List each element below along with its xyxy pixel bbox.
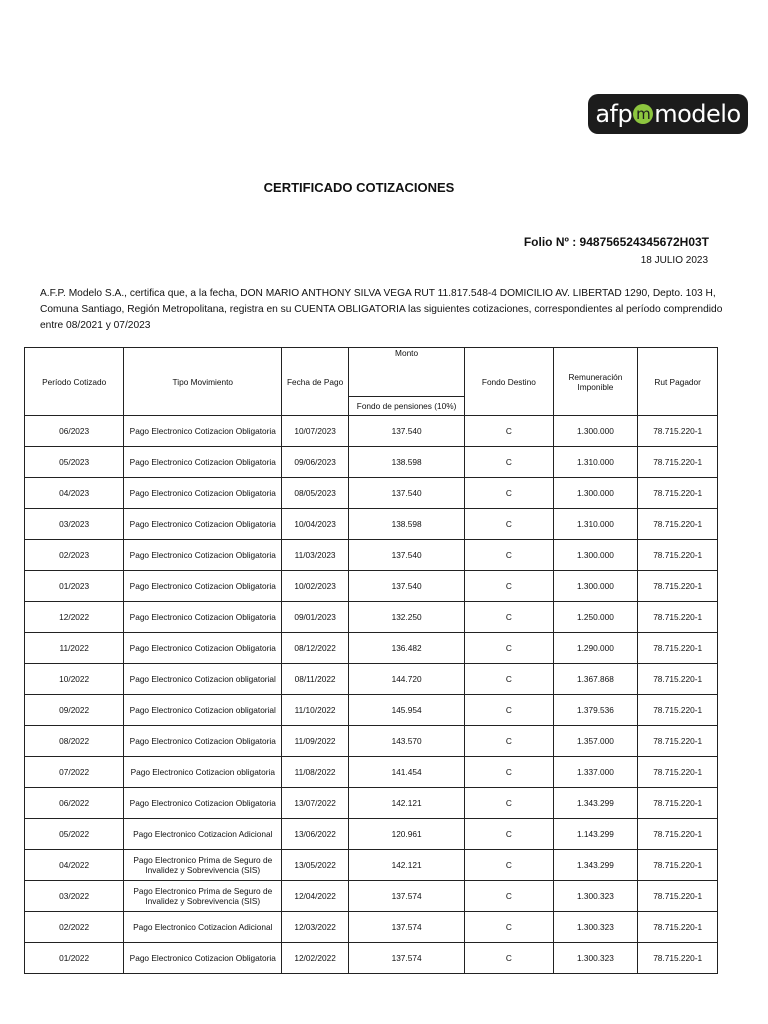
cell-tipo-movimiento: Pago Electronico Cotizacion Obligatoria (124, 571, 282, 602)
cell-rut-pagador: 78.715.220-1 (638, 850, 718, 881)
header-rut-pagador: Rut Pagador (638, 348, 718, 416)
cell-tipo-movimiento: Pago Electronico Cotizacion Obligatoria (124, 726, 282, 757)
cell-fondo-destino: C (465, 819, 553, 850)
table-row (25, 912, 718, 943)
cell-tipo-movimiento: Pago Electronico Cotizacion obligatoria (124, 757, 282, 788)
table-row (25, 571, 718, 602)
table-row (25, 540, 718, 571)
cell-fondo-destino: C (465, 943, 553, 974)
header-tipo-movimiento: Tipo Movimiento (124, 348, 282, 416)
cell-fecha-pago: 08/12/2022 (282, 633, 349, 664)
cell-fecha-pago: 13/06/2022 (282, 819, 349, 850)
cell-monto: 143.570 (348, 726, 464, 757)
cell-fondo-destino: C (465, 478, 553, 509)
cell-fondo-destino: C (465, 788, 553, 819)
cell-tipo-movimiento: Pago Electronico Cotizacion Obligatoria (124, 416, 282, 447)
cell-periodo: 10/2022 (25, 664, 124, 695)
cell-periodo: 03/2022 (25, 881, 124, 912)
cell-fecha-pago: 12/04/2022 (282, 881, 349, 912)
folio-number: Folio Nº : 948756524345672H03T (523, 235, 709, 249)
header-fondo-destino: Fondo Destino (465, 348, 553, 416)
cell-fecha-pago: 12/02/2022 (282, 943, 349, 974)
cell-periodo: 06/2022 (25, 788, 124, 819)
cell-monto: 137.540 (348, 540, 464, 571)
cell-tipo-movimiento: Pago Electronico Cotizacion Adicional (124, 819, 282, 850)
cell-rut-pagador: 78.715.220-1 (638, 912, 718, 943)
cell-periodo: 01/2022 (25, 943, 124, 974)
table-row (25, 819, 718, 850)
cell-rut-pagador: 78.715.220-1 (638, 447, 718, 478)
header-fondo-pensiones: Fondo de pensiones (10%) (348, 397, 464, 416)
cell-monto: 142.121 (348, 850, 464, 881)
cell-periodo: 04/2022 (25, 850, 124, 881)
cell-monto: 132.250 (348, 602, 464, 633)
cell-fecha-pago: 09/06/2023 (282, 447, 349, 478)
header-fecha-pago: Fecha de Pago (282, 348, 349, 416)
cell-fondo-destino: C (465, 726, 553, 757)
cell-tipo-movimiento: Pago Electronico Cotizacion Obligatoria (124, 602, 282, 633)
cell-rut-pagador: 78.715.220-1 (638, 509, 718, 540)
cell-periodo: 05/2022 (25, 819, 124, 850)
cell-monto: 142.121 (348, 788, 464, 819)
table-row (25, 757, 718, 788)
header-remuneracion: Remuneración Imponible (553, 348, 638, 416)
cell-monto: 137.540 (348, 478, 464, 509)
table-row (25, 943, 718, 974)
cell-remuneracion: 1.379.536 (553, 695, 638, 726)
cell-periodo: 07/2022 (25, 757, 124, 788)
cell-tipo-movimiento: Pago Electronico Cotizacion obligatorial (124, 664, 282, 695)
cell-tipo-movimiento: Pago Electronico Cotizacion obligatorial (124, 695, 282, 726)
cell-rut-pagador: 78.715.220-1 (638, 664, 718, 695)
cell-remuneracion: 1.357.000 (553, 726, 638, 757)
cell-remuneracion: 1.300.000 (553, 540, 638, 571)
cell-periodo: 12/2022 (25, 602, 124, 633)
cell-tipo-movimiento: Pago Electronico Prima de Seguro de Invalidez y Sobrevivencia (SIS) (124, 850, 282, 881)
logo-text-modelo: modelo (654, 100, 741, 128)
cell-monto: 138.598 (348, 509, 464, 540)
cell-rut-pagador: 78.715.220-1 (638, 571, 718, 602)
cell-remuneracion: 1.343.299 (553, 788, 638, 819)
cell-monto: 145.954 (348, 695, 464, 726)
cell-tipo-movimiento: Pago Electronico Cotizacion Obligatoria (124, 943, 282, 974)
cell-remuneracion: 1.300.000 (553, 571, 638, 602)
table-header-row (25, 348, 718, 397)
cell-remuneracion: 1.300.000 (553, 416, 638, 447)
cell-rut-pagador: 78.715.220-1 (638, 788, 718, 819)
cell-fondo-destino: C (465, 447, 553, 478)
cell-remuneracion: 1.310.000 (553, 509, 638, 540)
cell-monto: 137.574 (348, 943, 464, 974)
cell-rut-pagador: 78.715.220-1 (638, 695, 718, 726)
logo-mark: m (633, 104, 653, 124)
table-body (25, 416, 718, 974)
table-row (25, 664, 718, 695)
cell-periodo: 01/2023 (25, 571, 124, 602)
cell-tipo-movimiento: Pago Electronico Cotizacion Obligatoria (124, 633, 282, 664)
cell-fecha-pago: 13/05/2022 (282, 850, 349, 881)
cell-periodo: 06/2023 (25, 416, 124, 447)
cell-rut-pagador: 78.715.220-1 (638, 757, 718, 788)
cell-fecha-pago: 08/11/2022 (282, 664, 349, 695)
table-row (25, 850, 718, 881)
cell-fondo-destino: C (465, 757, 553, 788)
cell-remuneracion: 1.300.323 (553, 943, 638, 974)
cell-rut-pagador: 78.715.220-1 (638, 726, 718, 757)
cell-monto: 136.482 (348, 633, 464, 664)
cell-rut-pagador: 78.715.220-1 (638, 633, 718, 664)
cell-fondo-destino: C (465, 664, 553, 695)
cell-fecha-pago: 11/03/2023 (282, 540, 349, 571)
table-row (25, 633, 718, 664)
table-row (25, 447, 718, 478)
cell-monto: 138.598 (348, 447, 464, 478)
header-periodo: Período Cotizado (25, 348, 124, 416)
cell-fondo-destino: C (465, 571, 553, 602)
cell-monto: 137.574 (348, 912, 464, 943)
cell-remuneracion: 1.367.868 (553, 664, 638, 695)
cell-monto: 144.720 (348, 664, 464, 695)
table-row (25, 478, 718, 509)
cell-periodo: 02/2023 (25, 540, 124, 571)
cell-fondo-destino: C (465, 602, 553, 633)
cell-fecha-pago: 11/08/2022 (282, 757, 349, 788)
cell-fondo-destino: C (465, 881, 553, 912)
header-monto: Monto (348, 348, 464, 397)
cell-fecha-pago: 10/02/2023 (282, 571, 349, 602)
cell-remuneracion: 1.250.000 (553, 602, 638, 633)
table-row (25, 726, 718, 757)
cell-fondo-destino: C (465, 540, 553, 571)
cell-fecha-pago: 10/07/2023 (282, 416, 349, 447)
cell-remuneracion: 1.337.000 (553, 757, 638, 788)
cell-fecha-pago: 11/09/2022 (282, 726, 349, 757)
cell-tipo-movimiento: Pago Electronico Cotizacion Obligatoria (124, 447, 282, 478)
cell-monto: 120.961 (348, 819, 464, 850)
cell-remuneracion: 1.143.299 (553, 819, 638, 850)
cell-remuneracion: 1.300.000 (553, 478, 638, 509)
cell-rut-pagador: 78.715.220-1 (638, 943, 718, 974)
cell-fondo-destino: C (465, 695, 553, 726)
cell-periodo: 05/2023 (25, 447, 124, 478)
table-row (25, 602, 718, 633)
cell-fondo-destino: C (465, 633, 553, 664)
cell-tipo-movimiento: Pago Electronico Cotizacion Obligatoria (124, 478, 282, 509)
certificate-date: 18 JULIO 2023 (640, 255, 708, 266)
cell-rut-pagador: 78.715.220-1 (638, 416, 718, 447)
cell-remuneracion: 1.300.323 (553, 881, 638, 912)
cell-fondo-destino: C (465, 850, 553, 881)
cell-fecha-pago: 08/05/2023 (282, 478, 349, 509)
cell-tipo-movimiento: Pago Electronico Cotizacion Obligatoria (124, 788, 282, 819)
contributions-table (24, 347, 718, 974)
cell-periodo: 11/2022 (25, 633, 124, 664)
logo-text-afp: afp (595, 100, 633, 128)
table-row (25, 416, 718, 447)
cell-rut-pagador: 78.715.220-1 (638, 478, 718, 509)
cell-fondo-destino: C (465, 416, 553, 447)
cell-tipo-movimiento: Pago Electronico Cotizacion Adicional (124, 912, 282, 943)
cell-fecha-pago: 11/10/2022 (282, 695, 349, 726)
cell-fondo-destino: C (465, 509, 553, 540)
cell-fecha-pago: 09/01/2023 (282, 602, 349, 633)
afp-modelo-logo (588, 94, 748, 134)
cell-tipo-movimiento: Pago Electronico Prima de Seguro de Invalidez y Sobrevivencia (SIS) (124, 881, 282, 912)
certification-paragraph: A.F.P. Modelo S.A., certifica que, a la fecha, DON MARIO ANTHONY SILVA VEGA RUT 11.817.548-4 DOMICILIO AV. LIBERTAD 1290, Depto. 103 H, Comuna Santiago, Región Metropolitana, registra en su CUENTA OBLIGATORIA las siguientes cotizaciones, correspondientes al período comprendido entre 08/2021 y 07/2023 (40, 288, 723, 331)
cell-remuneracion: 1.343.299 (553, 850, 638, 881)
cell-remuneracion: 1.290.000 (553, 633, 638, 664)
cell-monto: 137.574 (348, 881, 464, 912)
cell-rut-pagador: 78.715.220-1 (638, 819, 718, 850)
cell-monto: 137.540 (348, 571, 464, 602)
cell-monto: 141.454 (348, 757, 464, 788)
cell-fecha-pago: 12/03/2022 (282, 912, 349, 943)
cell-remuneracion: 1.310.000 (553, 447, 638, 478)
cell-tipo-movimiento: Pago Electronico Cotizacion Obligatoria (124, 509, 282, 540)
cell-periodo: 03/2023 (25, 509, 124, 540)
cell-rut-pagador: 78.715.220-1 (638, 540, 718, 571)
cell-periodo: 09/2022 (25, 695, 124, 726)
table-row (25, 881, 718, 912)
cell-remuneracion: 1.300.323 (553, 912, 638, 943)
document-title: CERTIFICADO COTIZACIONES (263, 180, 455, 195)
table-row (25, 695, 718, 726)
cell-fecha-pago: 13/07/2022 (282, 788, 349, 819)
cell-fondo-destino: C (465, 912, 553, 943)
cell-periodo: 02/2022 (25, 912, 124, 943)
cell-monto: 137.540 (348, 416, 464, 447)
cell-fecha-pago: 10/04/2023 (282, 509, 349, 540)
table-row (25, 788, 718, 819)
cell-rut-pagador: 78.715.220-1 (638, 602, 718, 633)
cell-periodo: 04/2023 (25, 478, 124, 509)
cell-periodo: 08/2022 (25, 726, 124, 757)
cell-rut-pagador: 78.715.220-1 (638, 881, 718, 912)
table-row (25, 509, 718, 540)
cell-tipo-movimiento: Pago Electronico Cotizacion Obligatoria (124, 540, 282, 571)
